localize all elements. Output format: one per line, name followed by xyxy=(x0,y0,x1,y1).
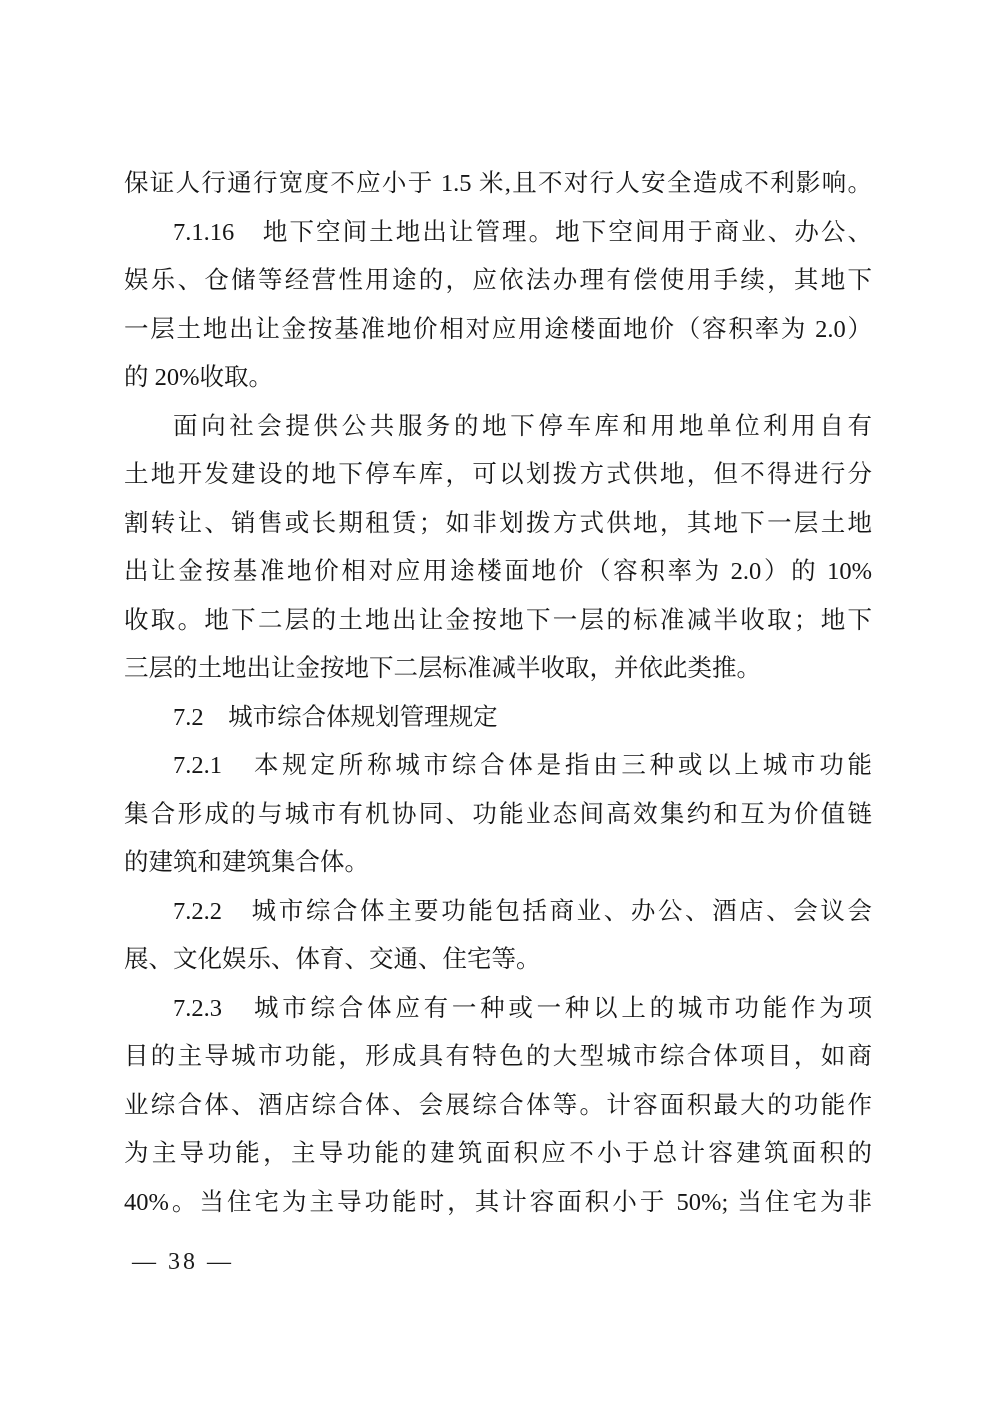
page-number: — 38 — xyxy=(132,1249,234,1275)
text-line: 保证人行通行宽度不应小于 1.5 米,且不对行人安全造成不利影响。 xyxy=(124,170,872,197)
text-line: 业综合体、酒店综合体、会展综合体等。计容面积最大的功能作 xyxy=(124,1091,872,1119)
text-line: 为主导功能，主导功能的建筑面积应不小于总计容建筑面积的 xyxy=(124,1140,872,1167)
text-line: 三层的土地出让金按地下二层标准减半收取，并依此类推。 xyxy=(124,655,761,682)
text-line: 的建筑和建筑集合体。 xyxy=(124,849,369,876)
text-line: 展、文化娱乐、体育、交通、住宅等。 xyxy=(124,946,541,973)
text-line: 收取。地下二层的土地出让金按地下一层的标准减半收取；地下 xyxy=(124,606,872,634)
text-line: 割转让、销售或长期租赁；如非划拨方式供地，其地下一层土地 xyxy=(124,509,872,537)
text-line: 目的主导城市功能，形成具有特色的大型城市综合体项目，如商 xyxy=(124,1043,872,1070)
section-7-2-1-start: 7.2.1 本规定所称城市综合体是指由三种或以上城市功能 xyxy=(173,752,872,779)
text-line: 土地开发建设的地下停车库，可以划拨方式供地，但不得进行分 xyxy=(124,461,872,488)
section-7-2-2-start: 7.2.2 城市综合体主要功能包括商业、办公、酒店、会议会 xyxy=(173,897,872,925)
text-line: 集合形成的与城市有机协同、功能业态间高效集约和互为价值链 xyxy=(124,800,872,828)
text-line: 出让金按基准地价相对应用途楼面地价（容积率为 2.0）的 10% xyxy=(124,558,872,585)
text-line: 的 20%收取。 xyxy=(124,364,274,391)
section-7-1-16-start: 7.1.16 地下空间土地出让管理。地下空间用于商业、办公、 xyxy=(173,218,872,246)
text-line: 40%。当住宅为主导功能时，其计容面积小于 50%; 当住宅为非 xyxy=(124,1188,872,1216)
text-line: 娱乐、仓储等经营性用途的，应依法办理有偿使用手续，其地下 xyxy=(124,267,872,294)
section-7-2-3-start: 7.2.3 城市综合体应有一种或一种以上的城市功能作为项 xyxy=(173,994,872,1022)
paragraph-start: 面向社会提供公共服务的地下停车库和用地单位利用自有 xyxy=(173,412,872,440)
document-body xyxy=(124,160,872,1227)
text-line: 一层土地出让金按基准地价相对应用途楼面地价（容积率为 2.0） xyxy=(124,315,872,343)
heading-7-2: 7.2 城市综合体规划管理规定 xyxy=(173,703,498,731)
